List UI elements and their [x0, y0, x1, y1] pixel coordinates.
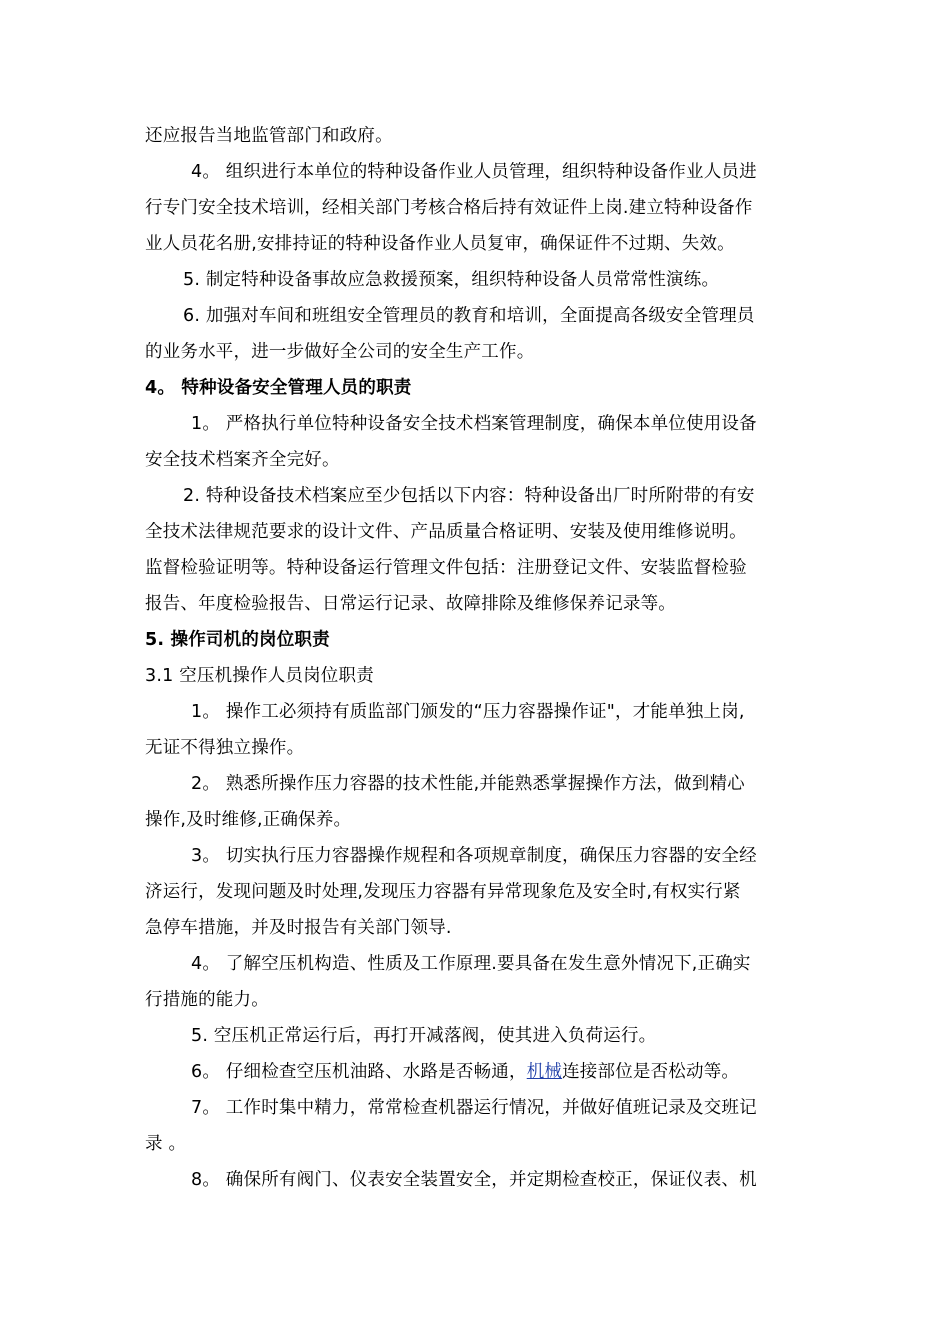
text-line: 1。 操作工必须持有质监部门颁发的“压力容器操作证"，才能单独上岗, [191, 702, 745, 722]
text-segment: 6。 仔细检查空压机油路、水路是否畅通， [191, 1062, 527, 1082]
text-line: 无证不得独立操作。 [145, 738, 305, 758]
text-line: 还应报告当地监管部门和政府。 [145, 126, 393, 146]
text-segment: 连接部位是否松动等。 [562, 1062, 740, 1082]
text-line: 4。 组织进行本单位的特种设备作业人员管理，组织特种设备作业人员进 [191, 162, 757, 182]
subsection-heading: 3.1 空压机操作人员岗位职责 [145, 666, 374, 686]
machinery-link[interactable]: 机械 [526, 1062, 563, 1082]
section-heading: 5. 操作司机的岗位职责 [145, 630, 330, 650]
text-line: 济运行，发现问题及时处理,发现压力容器有异常现象危及安全时,有权实行紧 [145, 882, 741, 902]
text-line: 的业务水平，进一步做好全公司的安全生产工作。 [145, 342, 535, 362]
text-line: 监督检验证明等。特种设备运行管理文件包括：注册登记文件、安装监督检验 [145, 558, 747, 578]
text-line: 1。 严格执行单位特种设备安全技术档案管理制度，确保本单位使用设备 [191, 414, 757, 434]
text-line: 行专门安全技术培训，经相关部门考核合格后持有效证件上岗.建立特种设备作 [145, 198, 753, 218]
text-line: 2。 熟悉所操作压力容器的技术性能,并能熟悉掌握操作方法，做到精心 [191, 774, 745, 794]
text-line: 操作,及时维修,正确保养。 [145, 810, 352, 830]
text-line: 3。 切实执行压力容器操作规程和各项规章制度，确保压力容器的安全经 [191, 846, 757, 866]
text-line: 8。 确保所有阀门、仪表安全装置安全，并定期检查校正，保证仪表、机 [191, 1170, 757, 1190]
text-line: 7。 工作时集中精力，常常检查机器运行情况，并做好值班记录及交班记 [191, 1098, 757, 1118]
text-line: 5. 制定特种设备事故应急救援预案，组织特种设备人员常常性演练。 [183, 270, 720, 290]
text-line: 5. 空压机正常运行后，再打开减落阀，使其进入负荷运行。 [191, 1026, 657, 1046]
text-line: 全技术法律规范要求的设计文件、产品质量合格证明、安装及使用维修说明。 [145, 522, 747, 542]
text-line: 行措施的能力。 [145, 990, 269, 1010]
section-heading: 4。 特种设备安全管理人员的职责 [145, 378, 412, 398]
text-line: 报告、年度检验报告、日常运行记录、故障排除及维修保养记录等。 [145, 594, 676, 614]
text-line: 2. 特种设备技术档案应至少包括以下内容：特种设备出厂时所附带的有安 [183, 486, 755, 506]
text-line: 急停车措施，并及时报告有关部门领导. [145, 918, 452, 938]
text-line: 6. 加强对车间和班组安全管理员的教育和培训，全面提高各级安全管理员 [183, 306, 755, 326]
text-line: 安全技术档案齐全完好。 [145, 450, 340, 470]
text-line: 4。 了解空压机构造、性质及工作原理.要具备在发生意外情况下,正确实 [191, 954, 751, 974]
text-line: 业人员花名册,安排持证的特种设备作业人员复审，确保证件不过期、失效。 [145, 234, 735, 254]
text-line: 录 。 [145, 1134, 187, 1154]
text-line [191, 1060, 950, 1084]
